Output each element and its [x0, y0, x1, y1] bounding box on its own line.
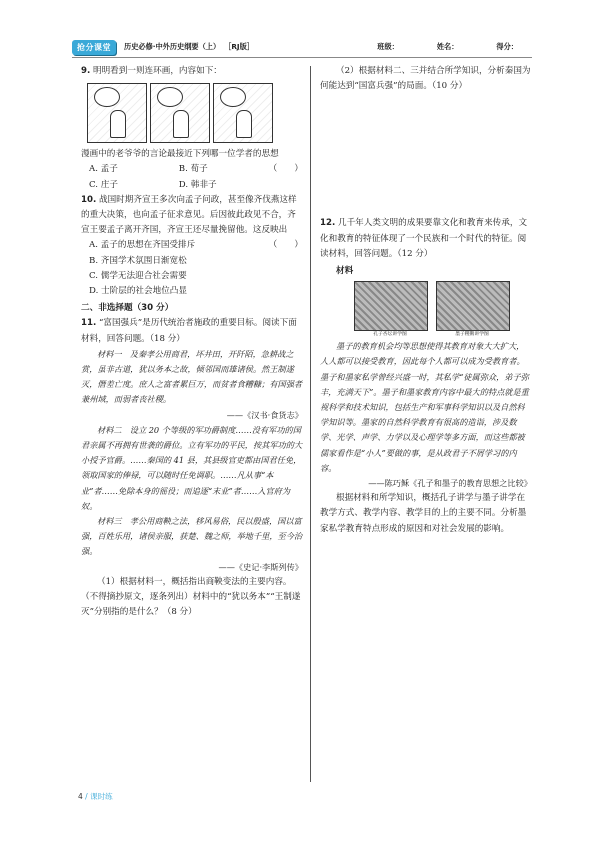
comic-panel-image [213, 83, 273, 143]
edition-label: ［RJ版］ [224, 42, 254, 51]
page-footer [78, 791, 113, 802]
image-caption: 墨子稷鹅讲学图 [455, 332, 489, 338]
comic-panel-image [150, 83, 210, 143]
option-b: B. 荀子 [178, 164, 208, 175]
header-rule [72, 57, 532, 58]
comic-strip [87, 83, 303, 143]
material-3-source: ——《史记·李斯列传》 [218, 561, 303, 572]
comic-panel-image [87, 83, 147, 143]
option-a: A. 孟子的思想在齐国受排斥 [89, 240, 196, 251]
option-c: C. 庄子 [89, 179, 118, 190]
question-11 [81, 316, 303, 346]
column-divider [310, 66, 311, 782]
question-12 [320, 216, 532, 262]
material-3: 材料三 孝公用商鞅之法，移风易俗，民以殷盛，国以富强，百姓乐用，诸侯亲服，获楚、魏之师，举地千里，至今治强。 [81, 516, 303, 557]
choice-options [81, 162, 269, 192]
material-1: 材料一 及秦孝公用商君，坏井田，开阡陌，急耕战之赏，虽非古道，犹以务本之故，倾邻国而雄诸侯。然王制遂灭，僭差亡度。庶人之富者累巨万，而贫者食糟糠；有国强者兼州域，而弱者丧社稷。 [81, 348, 303, 405]
page-header [72, 38, 532, 56]
option-a: A. 孟子 [89, 164, 118, 175]
brand-logo: 抢分课堂 [72, 40, 116, 55]
question-number: 9. [81, 66, 91, 76]
option-d: D. 韩非子 [178, 179, 217, 190]
material-2: 材料二 设立 20 个等级的军功爵制度……没有军功的国君亲属不再拥有世袭的爵位。立有军功的平民，按其军功的大小授予官爵。……秦国的 41 县，其县级官吏都由国君任免，领取国家的俸禄，可以随时任免调职。……凡从事“本业”者……免除本身的徭役；而追逐“末业”者……入官府为奴。 [81, 424, 303, 511]
option-d: D. 士阶层的社会地位凸显 [89, 286, 187, 297]
answer-bracket: （ ） [268, 164, 303, 175]
answer-bracket: （ ） [268, 240, 303, 251]
question-9 [81, 64, 303, 79]
option-b: B. 齐国学术氛围日渐宽松 [89, 255, 187, 266]
score-field-label: 得分： [496, 42, 518, 51]
question-number: 11. [81, 318, 97, 329]
mozi-lecture-image [436, 281, 510, 331]
name-field-label: 姓名： [436, 42, 459, 51]
answer-space [320, 94, 532, 216]
illustration [354, 281, 426, 339]
question-stem: 几千年人类文明的成果要靠文化和教育来传承，文化和教育的特征体现了一个民族和一个时代的特征。阅读材料，回答问题。（12 分） [320, 218, 528, 259]
sub-question-1: （1）根据材料一，概括指出商鞅变法的主要内容。（不得摘抄原文，逐条列出）材料中的“犹以务本”“王制遂灭”分别指的是什么？（8 分） [81, 576, 301, 618]
question-number: 10. [81, 194, 97, 205]
question-stem: 明明看到一则连环画，内容如下： [92, 66, 222, 76]
page-number: 4 [78, 792, 83, 801]
question-stem: 战国时期齐宣王多次向孟子问政，甚至像齐伐燕这样的重大决策，也向孟子征求意见。后因彼此政见不合，齐宣王要孟子离开齐国，齐宣王还尽量挽留他。这反映出 [81, 194, 297, 236]
material-1-source: ——《汉书·食货志》 [226, 409, 303, 420]
illustration [436, 281, 508, 339]
question-stem: “富国强兵”是历代统治者施政的重要目标。阅读下面材料，回答问题。（18 分） [81, 318, 297, 344]
illustrations [354, 281, 532, 339]
subject-title: 历史必修·中外历史纲要（上） [124, 42, 221, 51]
footer-slash: / [85, 792, 88, 801]
question-number: 12. [320, 218, 336, 229]
footer-label: 课时练 [90, 792, 113, 801]
left-column [81, 64, 303, 621]
option-c: C. 儒学无法迎合社会需要 [89, 270, 187, 281]
material-label: 材料 [336, 266, 354, 277]
question-prompt: 根据材料和所学知识，概括孔子讲学与墨子讲学在教学方式、教学内容、教学目的上的主要不同。分析墨家私学教育特点形成的原因和对社会发展的影响。 [320, 493, 527, 534]
image-caption: 孔子杏坛讲学图 [373, 332, 407, 338]
right-column [320, 64, 532, 537]
class-field-label: 班级： [377, 42, 399, 51]
sub-question-2: （2）根据材料二、三并结合所学知识，分析秦国为何能达到“国富兵强”的局面。（10 分） [320, 66, 531, 92]
confucius-lecture-image [354, 281, 428, 331]
material-source: ——陈巧稣《孔子和墨子的教育思想之比较》 [368, 478, 532, 489]
material-text: 墨子的教育机会均等思想使得其教育对象大大扩大，人人都可以接受教育，因此每个人都可以成为受教育者。墨子和墨家私学曾经兴盛一时，其私学“徒属弥众，弟子弥丰，充满天下”。墨子和墨家教育内容中最大的特点就是重视科学和技术知识，包括生产和军事科学知识以及自然科学知识等。墨家的自然科学教育有很高的造诣，涉及数学、光学、声学、力学以及心理学等多方面，而这些都被儒家看作是“小人”要做的事，是从政君子不屑学习的内容。 [320, 341, 529, 473]
question-prompt: 漫画中的老爷爷的言论最接近下列哪一位学者的思想 （ ） [81, 147, 303, 162]
section-title: 二、非选择题（30 分） [81, 303, 174, 314]
